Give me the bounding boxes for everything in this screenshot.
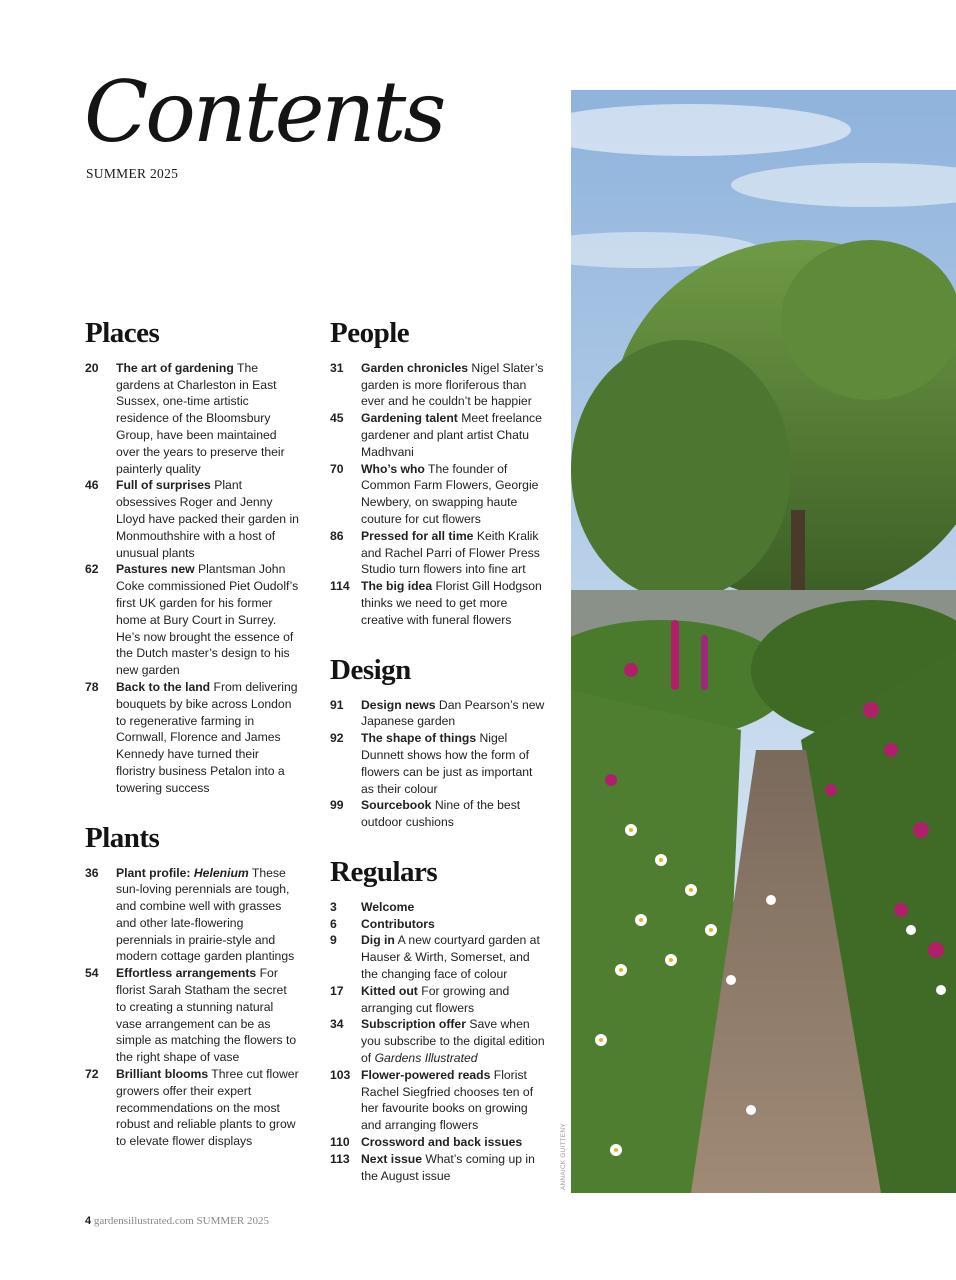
entry-headline: The art of gardening [116,360,234,375]
entry-description [361,932,545,982]
entry-headline: Pressed for all time [361,528,474,543]
entry-description [361,730,545,797]
entry-headline: Gardening talent [361,411,458,426]
section-regulars [330,857,545,1184]
entry-text: Nigel Slater’s garden is more floriferous than ever and he couldn’t be happier [361,360,544,409]
entry-text: Gardens Illustrated [374,1050,478,1065]
contents-entry[interactable] [330,578,545,628]
entry-description [361,899,545,916]
entry-headline: Crossword and back issues [361,1134,523,1149]
contents-entry[interactable] [330,360,545,410]
entry-page-number: 17 [330,983,344,998]
entry-text: Keith Kralik and Rachel Parri of Flower Press Studio turn flowers into fine art [361,528,540,577]
entry-headline: Next issue [361,1151,422,1166]
entry-headline: Design news [361,697,436,712]
entry-page-number: 92 [330,731,344,746]
section-people [330,318,545,629]
entry-page-number: 9 [330,933,337,948]
entry-description [361,360,545,410]
entry-description [116,865,300,966]
page-folio [85,1215,269,1227]
entry-text: Save when you subscribe to the digital edition of [361,1017,545,1065]
entry-headline: Helenium [193,865,249,880]
entry-description [361,797,545,831]
contents-entry[interactable] [330,697,545,731]
entry-headline: Kitted out [361,983,418,998]
issue-label: SUMMER 2025 [86,166,179,181]
entry-description [116,561,300,679]
photo-credit: ANNAICK GUITTENY [560,1123,567,1190]
entry-description [116,360,300,478]
entry-page-number: 62 [85,562,99,577]
entry-headline: Who’s who [361,461,425,476]
entry-page-number: 103 [330,1067,351,1082]
entry-headline: Pastures new [116,562,195,577]
entry-description [116,477,300,561]
contents-entry[interactable] [330,1134,545,1151]
entry-description [361,410,545,460]
entry-text: What’s coming up in the August issue [361,1151,535,1183]
contents-entry[interactable] [330,1016,545,1066]
contents-entry[interactable] [330,983,545,1017]
contents-entry[interactable] [330,932,545,982]
entry-text: Florist Gill Hodgson thinks we need to get more creative with funeral flowers [361,579,542,627]
entry-page-number: 99 [330,798,344,813]
entry-page-number: 3 [330,899,337,914]
entry-description [361,697,545,731]
entry-page-number: 86 [330,528,344,543]
entry-headline: Welcome [361,899,415,914]
entry-page-number: 70 [330,461,344,476]
entry-text: For growing and arranging cut flowers [361,983,510,1015]
contents-entry[interactable] [85,477,300,561]
entry-page-number: 113 [330,1151,350,1166]
entry-text: Nine of the best outdoor cushions [361,798,521,830]
entry-description [361,461,545,528]
entry-text: The gardens at Charleston in East Sussex, one-time artistic residence of the Bloomsbury Group, have been maintained over the years to preserve their painterly quality [116,360,285,476]
contents-entry[interactable] [330,916,545,933]
entry-headline: Dig in [361,933,395,948]
entry-page-number: 72 [85,1067,99,1082]
entry-description [361,1016,545,1066]
contents-entry[interactable] [330,899,545,916]
entry-headline: Back to the land [116,680,211,695]
entry-text: Plant obsessives Roger and Jenny Lloyd have packed their garden in Monmouthshire with a host of unusual plants [116,478,299,560]
entry-headline: Brilliant blooms [116,1067,209,1082]
entry-page-number: 34 [330,1017,344,1032]
entry-description [361,1151,545,1185]
entry-headline: Garden chronicles [361,360,469,375]
entry-headline: Plant profile: [116,865,194,880]
entry-description [116,965,300,1066]
contents-entry[interactable] [330,797,545,831]
entry-page-number: 91 [330,697,344,712]
page-title: Contents [84,63,444,161]
contents-entry[interactable] [85,865,300,966]
entry-text: These sun-loving perennials are tough, and combine well with grasses and other late-flowering perennials in prairie-style and modern cottage garden plantings [116,865,295,964]
section-heading: Design [330,653,411,686]
entry-text: Nigel Dunnett shows how the form of flowers can be just as important as their colour [361,731,533,796]
entry-text: Meet freelance gardener and plant artist Chatu Madhvani [361,411,542,459]
entry-headline: Subscription offer [361,1017,466,1032]
contents-entry[interactable] [330,1151,545,1185]
contents-entry[interactable] [85,561,300,679]
entry-page-number: 54 [85,966,99,981]
entry-page-number: 45 [330,411,344,426]
contents-entry[interactable] [330,461,545,528]
contents-entry[interactable] [85,360,300,478]
contents-column-left [85,318,300,1176]
contents-entry[interactable] [330,730,545,797]
entry-text: Three cut flower growers offer their expert recommendations on the most robust and reliable plants to grow to elevate flower displays [116,1067,299,1149]
entry-page-number: 110 [330,1134,350,1149]
folio-text: gardensillustrated.com SUMMER 2025 [93,1215,269,1227]
section-design [330,655,545,831]
entry-headline: Flower-powered reads [361,1067,491,1082]
entry-description [361,916,545,933]
entry-description [116,1066,300,1150]
entry-headline: Sourcebook [361,798,432,813]
entry-text: From delivering bouquets by bike across London to regenerative farming in Cornwall, Florence and James Kennedy have turned their floristry business Petalon into a towering success [116,680,298,795]
section-heading: Regulars [330,855,438,888]
section-plants [85,823,300,1150]
entry-headline: The big idea [361,579,433,594]
entry-text: For florist Sarah Statham the secret to creating a stunning natural vase arrangement can be as simple as matching the flowers to the right shape of vase [116,966,297,1065]
entry-page-number: 6 [330,916,337,931]
entry-description [361,983,545,1017]
entry-page-number: 31 [330,360,344,375]
garden-path-photo [571,90,956,1193]
entry-text: A new courtyard garden at Hauser & Wirth, Somerset, and the changing face of colour [361,933,540,981]
contents-entry[interactable] [330,528,545,578]
section-places [85,318,300,797]
entry-headline: The shape of things [361,731,477,746]
entry-page-number: 20 [85,360,99,375]
contents-entry[interactable] [330,410,545,460]
entry-description [361,528,545,578]
entry-headline: Contributors [361,916,435,931]
entry-text: Dan Pearson’s new Japanese garden [361,697,545,729]
entry-headline: Effortless arrangements [116,966,257,981]
contents-entry[interactable] [85,679,300,797]
entry-page-number: 78 [85,680,99,695]
entry-text: Plantsman John Coke commissioned Piet Oudolf’s first UK garden for his former home at Bury Court in Surrey. He’s now brought the essence of the Dutch master’s design to his new garden [116,562,299,678]
section-heading: Plants [85,821,160,854]
contents-entry[interactable] [85,1066,300,1150]
entry-headline: Full of surprises [116,478,211,493]
entry-page-number: 114 [330,579,350,594]
contents-entry[interactable] [330,1067,545,1134]
contents-column-right [330,318,545,1210]
section-heading: People [330,317,410,349]
entry-description [116,679,300,797]
entry-description [361,1067,545,1134]
folio-page-number: 4 [85,1215,92,1227]
entry-text: The founder of Common Farm Flowers, Georgie Newbery, on swapping haute couture for cut flowers [361,461,539,527]
entry-text: Florist Rachel Siegfried chooses ten of her favourite books on growing and arranging flowers [361,1067,534,1133]
section-heading: Places [85,317,160,349]
entry-description [361,1134,545,1151]
contents-entry[interactable] [85,965,300,1066]
entry-description [361,578,545,628]
entry-page-number: 36 [85,865,99,880]
entry-page-number: 46 [85,478,99,493]
